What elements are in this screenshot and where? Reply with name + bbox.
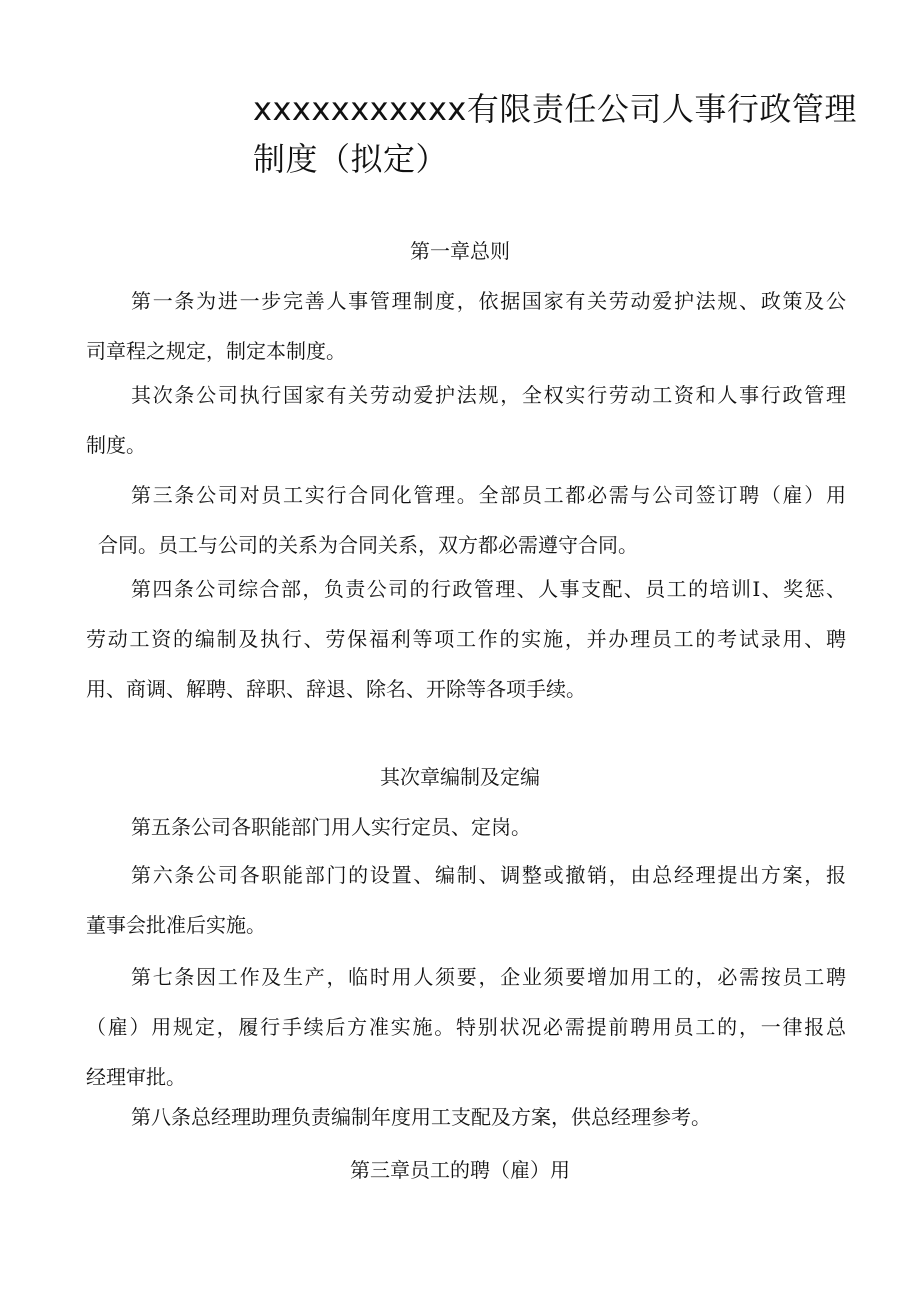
document-title-line-2: 制度（拟定） xyxy=(253,140,449,178)
article-4 xyxy=(86,564,846,714)
article-3-line-2: 合同。员工与公司的关系为合同关系，双方都必需遵守合同。 xyxy=(98,533,638,557)
article-7-line-2: （雇）用规定，履行手续后方准实施。特别状况必需提前聘用员工的，一律报总 xyxy=(86,1015,846,1039)
article-4-line-3: 用、商调、解聘、辞职、辞退、除名、开除等各项手续。 xyxy=(86,677,586,701)
article-4-line-1: 第四条公司综合部，负责公司的行政管理、人事支配、员工的培训I、奖惩、 xyxy=(131,577,846,601)
article-7 xyxy=(86,952,846,1102)
chapter-3-heading: 第三章员工的聘（雇）用 xyxy=(350,1158,570,1182)
chapter-2-heading: 其次章编制及定编 xyxy=(380,765,540,789)
document-title xyxy=(253,84,857,184)
article-1-line-2: 司章程之规定，制定本制度。 xyxy=(86,339,346,363)
document-title-line-1: xxxxxxxxxxx有限责任公司人事行政管理 xyxy=(253,90,857,128)
article-5-line-1: 第五条公司各职能部门用人实行定员、定岗。 xyxy=(131,815,531,839)
article-2-line-1: 其次条公司执行国家有关劳动爱护法规，全权实行劳动工资和人事行政管理 xyxy=(131,383,846,407)
article-6-line-1: 第六条公司各职能部门的设置、编制、调整或撤销，由总经理提出方案，报 xyxy=(131,863,846,887)
article-1 xyxy=(86,276,846,376)
article-7-line-3: 经理审批。 xyxy=(86,1065,186,1089)
article-1-line-1: 第一条为进一步完善人事管理制度，依据国家有关劳动爱护法规、政策及公 xyxy=(131,289,846,313)
article-8-line-1: 第八条总经理助理负责编制年度用工支配及方案，供总经理参考。 xyxy=(131,1105,711,1129)
article-4-line-2: 劳动工资的编制及执行、劳保福利等项工作的实施，并办理员工的考试录用、聘 xyxy=(86,627,846,651)
article-2 xyxy=(86,370,846,470)
article-6 xyxy=(86,850,846,950)
article-3-line-1: 第三条公司对员工实行合同化管理。全部员工都必需与公司签订聘（雇）用 xyxy=(131,483,846,507)
article-5 xyxy=(86,802,846,852)
article-6-line-2: 董事会批准后实施。 xyxy=(86,913,266,937)
article-7-line-1: 第七条因工作及生产，临时用人须要，企业须要增加用工的，必需按员工聘 xyxy=(131,965,846,989)
article-3 xyxy=(86,470,846,570)
article-8 xyxy=(86,1092,846,1142)
chapter-1-heading: 第一章总则 xyxy=(410,239,510,263)
article-2-line-2: 制度。 xyxy=(86,433,146,457)
